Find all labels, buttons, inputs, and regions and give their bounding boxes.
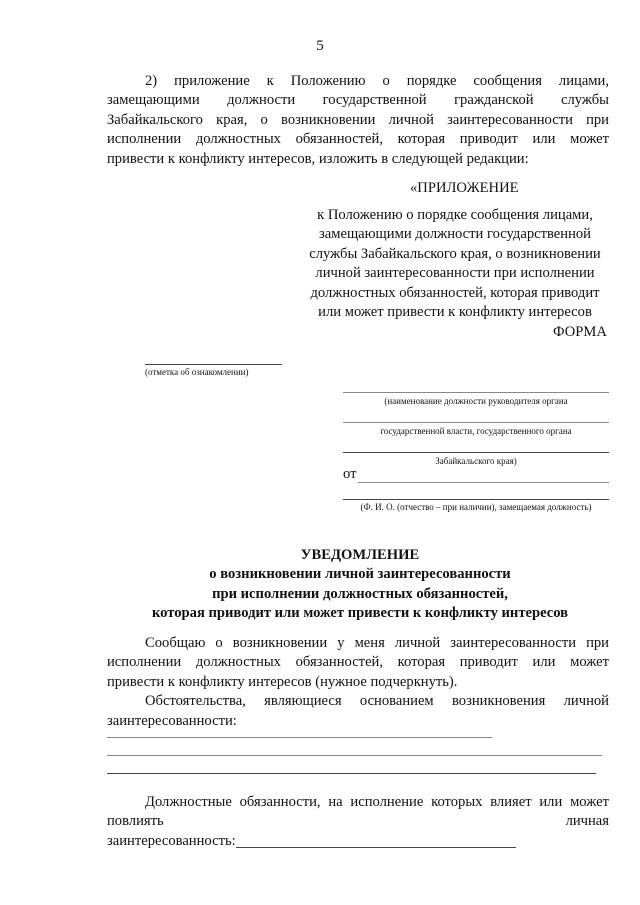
appendix-subtitle-line: к Положению о порядке сообщения лицами, bbox=[317, 207, 593, 223]
from-line bbox=[358, 482, 609, 483]
intro-line: 2) приложение к Положению о порядке сообщения лицами, bbox=[145, 73, 609, 89]
intro-line: привести к конфликту интересов, изложить в следующей редакции: bbox=[107, 150, 529, 167]
circumstances-blank-line[interactable] bbox=[107, 773, 596, 774]
duties-line: Должностные обязанности, на исполнение которых влияет или может bbox=[145, 794, 609, 810]
duties-blank-line[interactable] bbox=[236, 847, 516, 848]
circumstances-line: заинтересованности: bbox=[107, 712, 237, 729]
report-line: исполнении должностных обязанностей, которая приводит или может bbox=[107, 654, 609, 671]
fio-caption: (Ф. И. О. (отчество – при наличии), замещаемая должность) bbox=[360, 502, 592, 512]
addressee-caption-authority: государственной власти, государственного органа bbox=[380, 426, 572, 436]
duties-word: заинтересованность: bbox=[107, 832, 236, 849]
appendix-subtitle bbox=[300, 206, 610, 322]
duties-paragraph bbox=[107, 793, 609, 851]
duties-line bbox=[107, 812, 609, 831]
appendix-subtitle-line: личной заинтересованности при исполнении bbox=[315, 265, 595, 282]
addressee-line-position bbox=[343, 392, 609, 393]
intro-line: Забайкальского края, о возникновении личной заинтересованности при bbox=[107, 111, 609, 128]
circumstances-blank-line[interactable] bbox=[107, 737, 492, 738]
duties-word: личная bbox=[565, 813, 609, 830]
appendix-subtitle-line: замещающими должности государственной bbox=[318, 226, 591, 243]
form-label: ФОРМА bbox=[553, 324, 607, 340]
appendix-subtitle-line: или может привести к конфликту интересов bbox=[318, 304, 592, 321]
notice-title-line: которая приводит или может привести к конфликту интересов bbox=[151, 605, 569, 622]
notice-title bbox=[80, 546, 640, 624]
intro-paragraph bbox=[107, 72, 609, 169]
duties-line bbox=[107, 832, 609, 851]
duties-word: повлиять bbox=[107, 813, 164, 830]
from-label: от bbox=[343, 466, 357, 482]
appendix-subtitle-line: должностных обязанностей, которая приводит bbox=[310, 284, 600, 301]
intro-line: замещающими должности государственной гражданской службы bbox=[107, 92, 609, 109]
acquaintance-line bbox=[145, 364, 282, 365]
notice-title-line: при исполнении должностных обязанностей, bbox=[212, 585, 508, 602]
intro-line: исполнении должностных обязанностей, которая приводит или может bbox=[107, 131, 609, 148]
report-paragraph bbox=[107, 634, 609, 731]
acquaintance-caption: (отметка об ознакомлении) bbox=[145, 367, 249, 377]
addressee-caption-position: (наименование должности руководителя органа bbox=[384, 396, 568, 406]
report-line: Сообщаю о возникновении у меня личной заинтересованности при bbox=[145, 635, 609, 651]
appendix-subtitle-line: службы Забайкальского края, о возникновении bbox=[309, 245, 601, 262]
page-number: 5 bbox=[316, 38, 324, 54]
notice-title-line: УВЕДОМЛЕНИЕ bbox=[300, 547, 420, 563]
circumstances-blank-line[interactable] bbox=[107, 755, 602, 756]
fio-line bbox=[343, 499, 609, 500]
report-line: привести к конфликту интересов (нужное подчеркнуть). bbox=[107, 673, 458, 690]
notice-title-line: о возникновении личной заинтересованности bbox=[209, 566, 511, 583]
appendix-title: «ПРИЛОЖЕНИЕ bbox=[410, 180, 519, 196]
addressee-caption-region: Забайкальского края) bbox=[435, 456, 517, 466]
circumstances-line: Обстоятельства, являющиеся основанием возникновения личной bbox=[145, 693, 609, 710]
addressee-line-authority bbox=[343, 422, 609, 423]
addressee-line-region bbox=[343, 452, 609, 453]
